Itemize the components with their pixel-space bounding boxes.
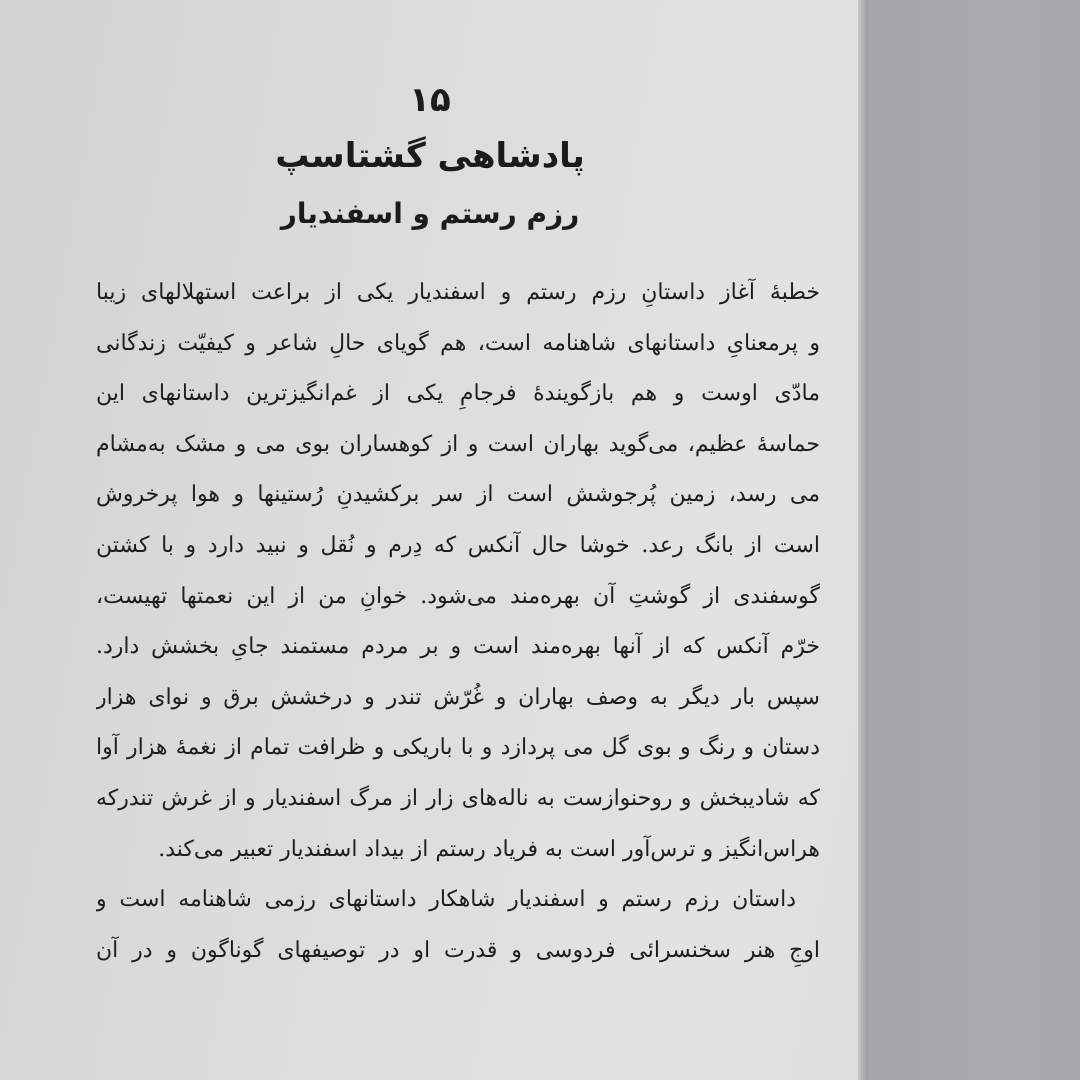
text-line: خطبهٔ آغاز داستانِ رزم رستم و اسفندیار یکی از براعت استهلالهای زیبا [96,280,820,305]
text-line: داستان رزم رستم و اسفندیار شاهکار داستانهای رزمی شاهنامه است و [96,887,796,913]
text-line: و پرمعنایِ داستانهای شاهنامه است، هم گویای حالِ شاعر و کیفیّت زندگانی [96,330,820,356]
text-line: است از بانگ رعد. خوشا حال آنکس که دِرم و نُقل و نبید دارد و با کشتن [96,532,820,558]
text-line: حماسهٔ عظیم، می‌گوید بهاران است و از کوهساران بوی می و مشک به‌مشام [96,431,820,457]
text-line: اوجِ هنر سخنسرائی فردوسی و قدرت او در توصیفهای گوناگون و در آن [96,937,820,963]
text-line: می رسد، زمین پُرجوشش است از سر برکشیدنِ رُستینها و هوا پرخروش [96,482,820,508]
text-line: سپس بار دیگر به وصف بهاران و غُرّش تندر و درخشش برق و نوای هزار [96,684,820,710]
text-line: مادّی اوست و هم بازگویندهٔ فرجامِ یکی از غم‌انگیزترین داستانهای این [96,381,820,407]
text-line: که شادیبخش و روحنوازست به ناله‌های زار از مرگ اسفندیار و از غرش تندرکه [96,785,820,811]
chapter-subtitle: رزم رستم و اسفندیار [280,197,580,230]
background-surface [868,0,1080,1080]
chapter-number: ۱۵ [409,80,451,120]
text-line: هراس‌انگیز و ترس‌آور است به فریاد رستم از بیداد اسفندیار تعبیر می‌کند. [158,836,820,862]
body-text [96,268,820,976]
chapter-title: پادشاهی گشتاسپ [275,136,585,176]
page-edge [858,0,868,1080]
text-line: گوسفندی از گوشتِ آن بهره‌مند می‌شود. خوانِ من از این نعمتها تهیست، [96,583,820,609]
text-line: خرّم آنکس که از آنها بهره‌مند است و بر مردم مستمند جایِ بخشش دارد. [96,634,820,660]
text-line: دستان و رنگ و بوی گل می پردازد و با باریکی و ظرافت تمام از نغمهٔ هزار آوا [96,735,820,761]
